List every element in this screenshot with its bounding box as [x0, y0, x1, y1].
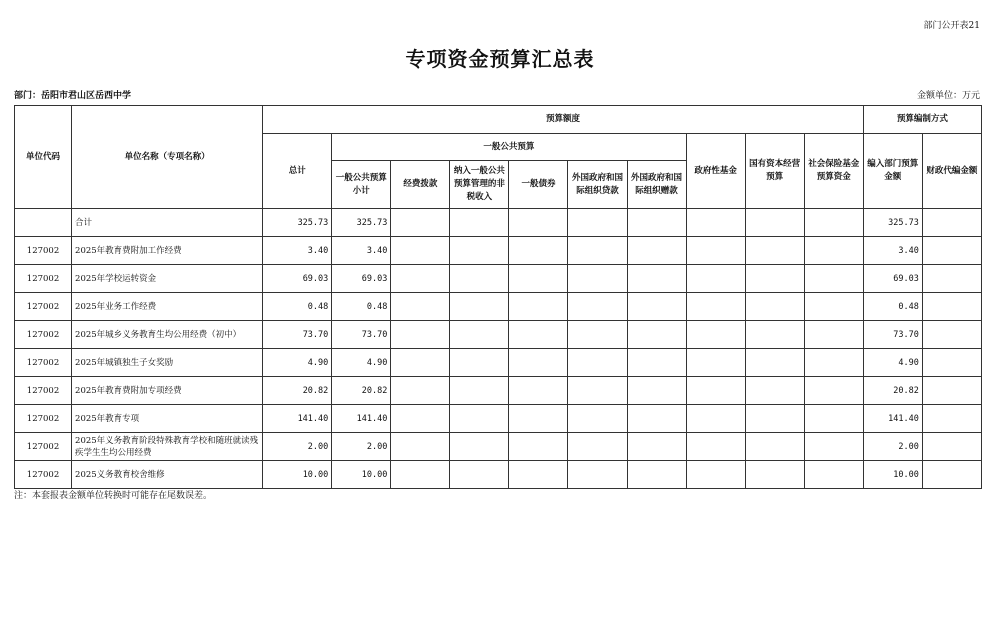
cell-empty	[450, 321, 509, 349]
cell-empty	[922, 461, 981, 489]
cell-empty	[804, 265, 863, 293]
cell-total: 4.90	[263, 349, 332, 377]
header-gov-fund: 政府性基金	[686, 134, 745, 209]
cell-empty	[922, 237, 981, 265]
cell-empty	[568, 433, 627, 461]
table-row	[15, 405, 982, 433]
cell-empty	[804, 405, 863, 433]
cell-empty	[686, 293, 745, 321]
cell-empty	[509, 377, 568, 405]
header-total: 总计	[263, 134, 332, 209]
cell-empty	[627, 321, 686, 349]
cell-unit-code: 127002	[15, 237, 72, 265]
cell-empty	[509, 293, 568, 321]
cell-empty	[745, 265, 804, 293]
cell-empty	[627, 377, 686, 405]
cell-total: 10.00	[263, 461, 332, 489]
cell-empty	[391, 293, 450, 321]
table-row	[15, 461, 982, 489]
cell-unit-name: 2025年教育专项	[72, 405, 263, 433]
cell-empty	[627, 237, 686, 265]
cell-empty	[391, 405, 450, 433]
cell-empty	[391, 349, 450, 377]
cell-empty	[627, 293, 686, 321]
header-budget-amount: 预算额度	[263, 106, 864, 134]
cell-into-dept: 20.82	[863, 377, 922, 405]
header-gp-subtotal: 一般公共预算小计	[332, 161, 391, 209]
cell-empty	[450, 377, 509, 405]
table-row	[15, 433, 982, 461]
cell-total: 0.48	[263, 293, 332, 321]
cell-empty	[450, 461, 509, 489]
table-row	[15, 293, 982, 321]
cell-empty	[450, 405, 509, 433]
table-row-total	[15, 209, 982, 237]
table-row	[15, 237, 982, 265]
cell-unit-code: 127002	[15, 377, 72, 405]
cell-empty	[804, 377, 863, 405]
cell-empty	[509, 265, 568, 293]
cell-empty	[509, 349, 568, 377]
footnote: 注：本套报表金额单位转换时可能存在尾数误差。	[14, 491, 213, 501]
cell-gp-subtotal: 141.40	[332, 405, 391, 433]
cell-into-dept: 3.40	[863, 237, 922, 265]
cell-into-dept: 69.03	[863, 265, 922, 293]
cell-empty	[922, 209, 981, 237]
cell-unit-code: 127002	[15, 461, 72, 489]
header-fiscal-proxy: 财政代编金额	[922, 134, 981, 209]
cell-empty	[568, 209, 627, 237]
cell-empty	[804, 461, 863, 489]
cell-empty	[627, 461, 686, 489]
cell-empty	[922, 293, 981, 321]
cell-empty	[745, 405, 804, 433]
department-label: 部门：岳阳市君山区岳西中学	[14, 91, 132, 101]
cell-empty	[745, 377, 804, 405]
cell-gp-subtotal: 73.70	[332, 321, 391, 349]
cell-into-dept: 141.40	[863, 405, 922, 433]
cell-empty	[686, 237, 745, 265]
header-general-bond: 一般债券	[509, 161, 568, 209]
cell-unit-name: 2025年城乡义务教育生均公用经费（初中）	[72, 321, 263, 349]
cell-unit-name: 2025年义务教育阶段特殊教育学校和随班就读残疾学生生均公用经费	[72, 433, 263, 461]
cell-total: 2.00	[263, 433, 332, 461]
header-social-insurance: 社会保险基金预算资金	[804, 134, 863, 209]
cell-empty	[509, 405, 568, 433]
cell-empty	[627, 349, 686, 377]
cell-empty	[686, 377, 745, 405]
cell-empty	[627, 433, 686, 461]
cell-empty	[686, 209, 745, 237]
cell-unit-code: 127002	[15, 293, 72, 321]
cell-empty	[745, 209, 804, 237]
cell-empty	[391, 237, 450, 265]
cell-empty	[391, 265, 450, 293]
cell-empty	[745, 237, 804, 265]
header-foreign-loan: 外国政府和国际组织贷款	[568, 161, 627, 209]
cell-unit-code	[15, 209, 72, 237]
cell-empty	[745, 461, 804, 489]
cell-empty	[627, 265, 686, 293]
cell-empty	[450, 265, 509, 293]
cell-empty	[804, 349, 863, 377]
header-unit-name: 单位名称（专项名称）	[72, 106, 263, 209]
cell-empty	[745, 293, 804, 321]
cell-empty	[922, 321, 981, 349]
header-fund-appropriation: 经费拨款	[391, 161, 450, 209]
cell-empty	[450, 433, 509, 461]
header-unit-code: 单位代码	[15, 106, 72, 209]
table-row	[15, 321, 982, 349]
page-title: 专项资金预算汇总表	[405, 47, 595, 71]
cell-total: 69.03	[263, 265, 332, 293]
cell-into-dept: 0.48	[863, 293, 922, 321]
cell-empty	[922, 265, 981, 293]
cell-empty	[568, 405, 627, 433]
cell-unit-name: 合计	[72, 209, 263, 237]
cell-into-dept: 325.73	[863, 209, 922, 237]
form-number: 部门公开表21	[923, 21, 980, 31]
cell-empty	[450, 237, 509, 265]
cell-empty	[568, 293, 627, 321]
header-state-capital: 国有资本经营预算	[745, 134, 804, 209]
table-row	[15, 265, 982, 293]
cell-total: 3.40	[263, 237, 332, 265]
header-compile-method: 预算编制方式	[863, 106, 981, 134]
cell-empty	[568, 461, 627, 489]
cell-empty	[450, 293, 509, 321]
cell-gp-subtotal: 20.82	[332, 377, 391, 405]
cell-unit-name: 2025年业务工作经费	[72, 293, 263, 321]
cell-empty	[568, 265, 627, 293]
cell-gp-subtotal: 2.00	[332, 433, 391, 461]
cell-into-dept: 2.00	[863, 433, 922, 461]
cell-unit-code: 127002	[15, 349, 72, 377]
cell-empty	[745, 433, 804, 461]
cell-unit-name: 2025年教育费附加专项经费	[72, 377, 263, 405]
cell-empty	[509, 433, 568, 461]
cell-empty	[450, 349, 509, 377]
cell-empty	[745, 349, 804, 377]
cell-empty	[922, 405, 981, 433]
cell-gp-subtotal: 10.00	[332, 461, 391, 489]
cell-gp-subtotal: 4.90	[332, 349, 391, 377]
cell-gp-subtotal: 325.73	[332, 209, 391, 237]
cell-total: 141.40	[263, 405, 332, 433]
cell-empty	[391, 321, 450, 349]
cell-into-dept: 4.90	[863, 349, 922, 377]
cell-empty	[568, 349, 627, 377]
cell-empty	[686, 433, 745, 461]
cell-empty	[450, 209, 509, 237]
header-general-budget: 一般公共预算	[332, 134, 686, 161]
cell-empty	[509, 321, 568, 349]
cell-empty	[686, 405, 745, 433]
cell-empty	[391, 461, 450, 489]
header-non-tax-income: 纳入一般公共预算管理的非税收入	[450, 161, 509, 209]
cell-total: 20.82	[263, 377, 332, 405]
cell-empty	[686, 321, 745, 349]
cell-empty	[922, 433, 981, 461]
cell-empty	[804, 209, 863, 237]
cell-empty	[627, 405, 686, 433]
cell-empty	[568, 321, 627, 349]
cell-empty	[804, 433, 863, 461]
cell-empty	[804, 237, 863, 265]
cell-unit-name: 2025义务教育校舍维修	[72, 461, 263, 489]
cell-total: 73.70	[263, 321, 332, 349]
cell-gp-subtotal: 3.40	[332, 237, 391, 265]
cell-unit-code: 127002	[15, 433, 72, 461]
cell-into-dept: 73.70	[863, 321, 922, 349]
cell-empty	[922, 377, 981, 405]
cell-empty	[509, 209, 568, 237]
cell-empty	[922, 349, 981, 377]
cell-empty	[568, 237, 627, 265]
cell-into-dept: 10.00	[863, 461, 922, 489]
cell-empty	[391, 377, 450, 405]
cell-empty	[804, 321, 863, 349]
cell-empty	[391, 209, 450, 237]
header-into-dept: 编入部门预算金额	[863, 134, 922, 209]
cell-unit-code: 127002	[15, 405, 72, 433]
cell-unit-name: 2025年学校运转资金	[72, 265, 263, 293]
cell-empty	[686, 265, 745, 293]
cell-empty	[568, 377, 627, 405]
cell-empty	[686, 349, 745, 377]
table-row	[15, 349, 982, 377]
cell-empty	[509, 237, 568, 265]
cell-empty	[391, 433, 450, 461]
amount-unit-label: 金额单位：万元	[916, 91, 980, 101]
cell-unit-name: 2025年教育费附加工作经费	[72, 237, 263, 265]
cell-empty	[804, 293, 863, 321]
budget-table	[14, 105, 982, 489]
table-row	[15, 377, 982, 405]
cell-empty	[627, 209, 686, 237]
cell-empty	[686, 461, 745, 489]
cell-empty	[745, 321, 804, 349]
cell-empty	[509, 461, 568, 489]
cell-unit-name: 2025年城镇独生子女奖励	[72, 349, 263, 377]
cell-total: 325.73	[263, 209, 332, 237]
cell-unit-code: 127002	[15, 265, 72, 293]
header-foreign-grant: 外国政府和国际组织赠款	[627, 161, 686, 209]
cell-gp-subtotal: 69.03	[332, 265, 391, 293]
cell-unit-code: 127002	[15, 321, 72, 349]
cell-gp-subtotal: 0.48	[332, 293, 391, 321]
